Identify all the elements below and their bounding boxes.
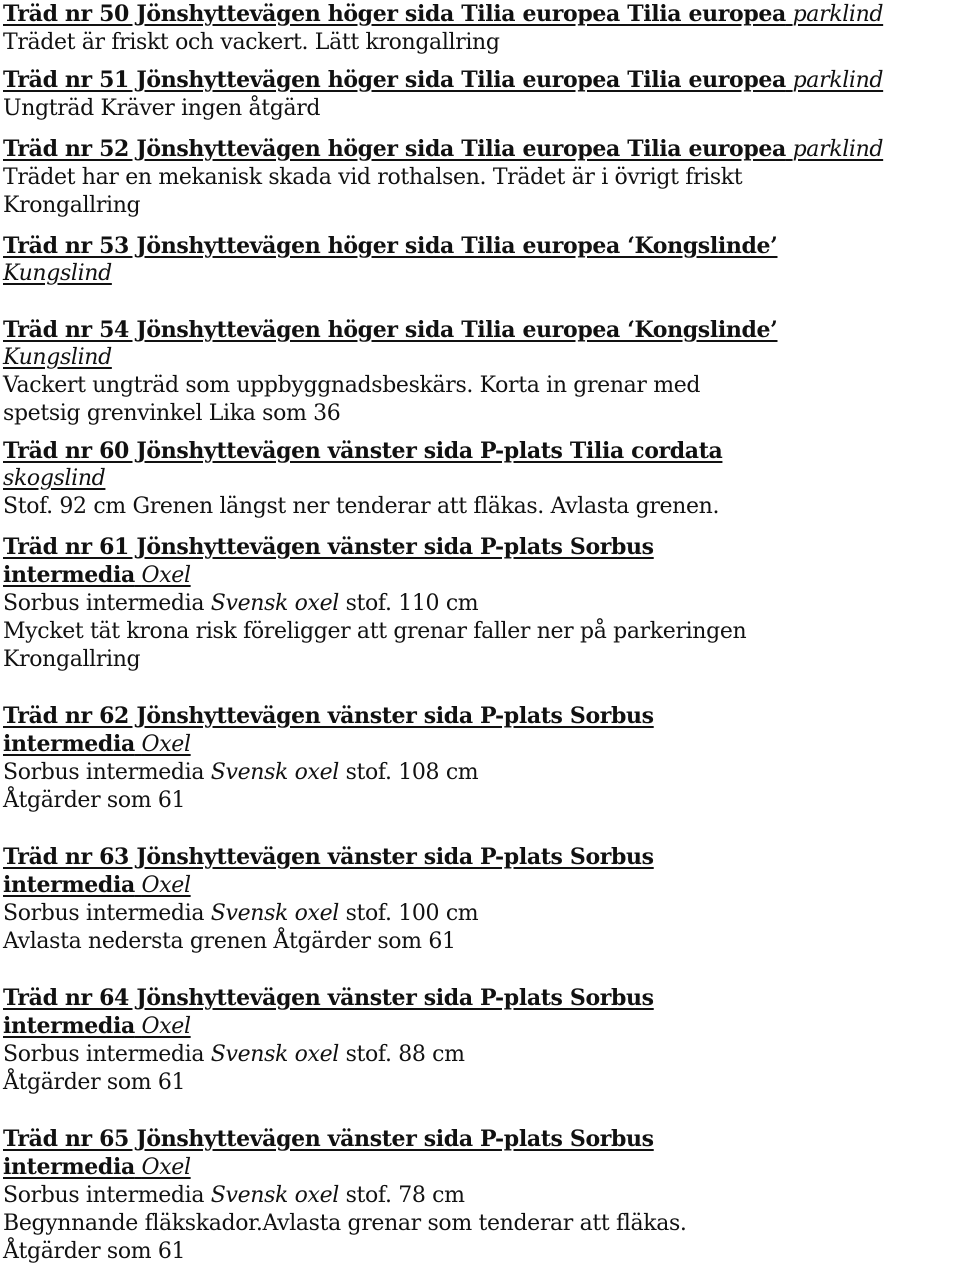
common-name: skogslind <box>3 466 106 491</box>
entry-heading: Träd nr 62 Jönshyttevägen vänster sida P-plats Sorbus <box>3 703 654 729</box>
entry-note: Mycket tät krona risk föreligger att grenar faller ner på parkeringen <box>3 619 747 644</box>
species-line: Sorbus intermedia Svensk oxel stof. 88 cm <box>3 1042 465 1067</box>
tree-entry-62 <box>3 702 958 815</box>
species-line: Sorbus intermedia Svensk oxel stof. 108 cm <box>3 760 479 785</box>
entry-note: spetsig grenvinkel Lika som 36 <box>3 401 341 426</box>
tree-entry-53 <box>3 232 958 288</box>
entry-heading-cont: intermedia Oxel <box>3 872 191 898</box>
entry-heading-cont: intermedia Oxel <box>3 1154 191 1180</box>
species-line: Sorbus intermedia Svensk oxel stof. 100 cm <box>3 901 479 926</box>
entry-note: Vackert ungträd som uppbyggnadsbeskärs. Korta in grenar med <box>3 373 701 398</box>
entry-note: Åtgärder som 61 <box>3 1239 186 1264</box>
entry-note: Trädet är friskt och vackert. Lätt krongallring <box>3 30 500 55</box>
entry-heading: Träd nr 64 Jönshyttevägen vänster sida P-plats Sorbus <box>3 985 654 1011</box>
tree-entry-54 <box>3 316 958 428</box>
tree-entry-61 <box>3 533 958 674</box>
entry-heading: Träd nr 52 Jönshyttevägen höger sida Tilia europea Tilia europea parklind <box>3 136 884 162</box>
tree-entry-64 <box>3 984 958 1097</box>
entry-heading-cont: intermedia Oxel <box>3 562 191 588</box>
entry-note: Krongallring <box>3 193 141 218</box>
species-line: Sorbus intermedia Svensk oxel stof. 78 cm <box>3 1183 465 1208</box>
entry-heading: Träd nr 54 Jönshyttevägen höger sida Tilia europea ‘Kongslinde’ <box>3 317 778 343</box>
entry-note: Stof. 92 cm Grenen längst ner tenderar att fläkas. Avlasta grenen. <box>3 494 720 519</box>
tree-entry-51 <box>3 66 958 123</box>
tree-entry-50 <box>3 0 958 57</box>
entry-heading: Träd nr 60 Jönshyttevägen vänster sida P-plats Tilia cordata <box>3 438 723 464</box>
entry-heading: Träd nr 65 Jönshyttevägen vänster sida P-plats Sorbus <box>3 1126 654 1152</box>
entry-heading: Träd nr 53 Jönshyttevägen höger sida Tilia europea ‘Kongslinde’ <box>3 233 778 259</box>
common-name: Kungslind <box>3 345 112 370</box>
entry-heading: Träd nr 61 Jönshyttevägen vänster sida P-plats Sorbus <box>3 534 654 560</box>
entry-heading: Träd nr 51 Jönshyttevägen höger sida Tilia europea Tilia europea parklind <box>3 67 884 93</box>
entry-heading-cont: intermedia Oxel <box>3 731 191 757</box>
entry-heading-cont: intermedia Oxel <box>3 1013 191 1039</box>
entry-note: Ungträd Kräver ingen åtgärd <box>3 96 321 121</box>
tree-entry-52 <box>3 135 958 220</box>
tree-entry-60 <box>3 437 958 521</box>
common-name: Kungslind <box>3 261 112 286</box>
entry-note: Begynnande fläkskador.Avlasta grenar som tenderar att fläkas. <box>3 1211 687 1236</box>
entry-note: Åtgärder som 61 <box>3 1070 186 1095</box>
entry-note: Åtgärder som 61 <box>3 788 186 813</box>
entry-heading: Träd nr 50 Jönshyttevägen höger sida Tilia europea Tilia europea parklind <box>3 1 884 27</box>
species-line: Sorbus intermedia Svensk oxel stof. 110 cm <box>3 591 479 616</box>
entry-note: Krongallring <box>3 647 141 672</box>
entry-note: Avlasta nedersta grenen Åtgärder som 61 <box>3 929 456 954</box>
entry-heading: Träd nr 63 Jönshyttevägen vänster sida P-plats Sorbus <box>3 844 654 870</box>
tree-entry-63 <box>3 843 958 956</box>
document-body <box>3 0 958 1266</box>
tree-entry-65 <box>3 1125 958 1266</box>
entry-note: Trädet har en mekanisk skada vid rothalsen. Trädet är i övrigt friskt <box>3 165 743 190</box>
